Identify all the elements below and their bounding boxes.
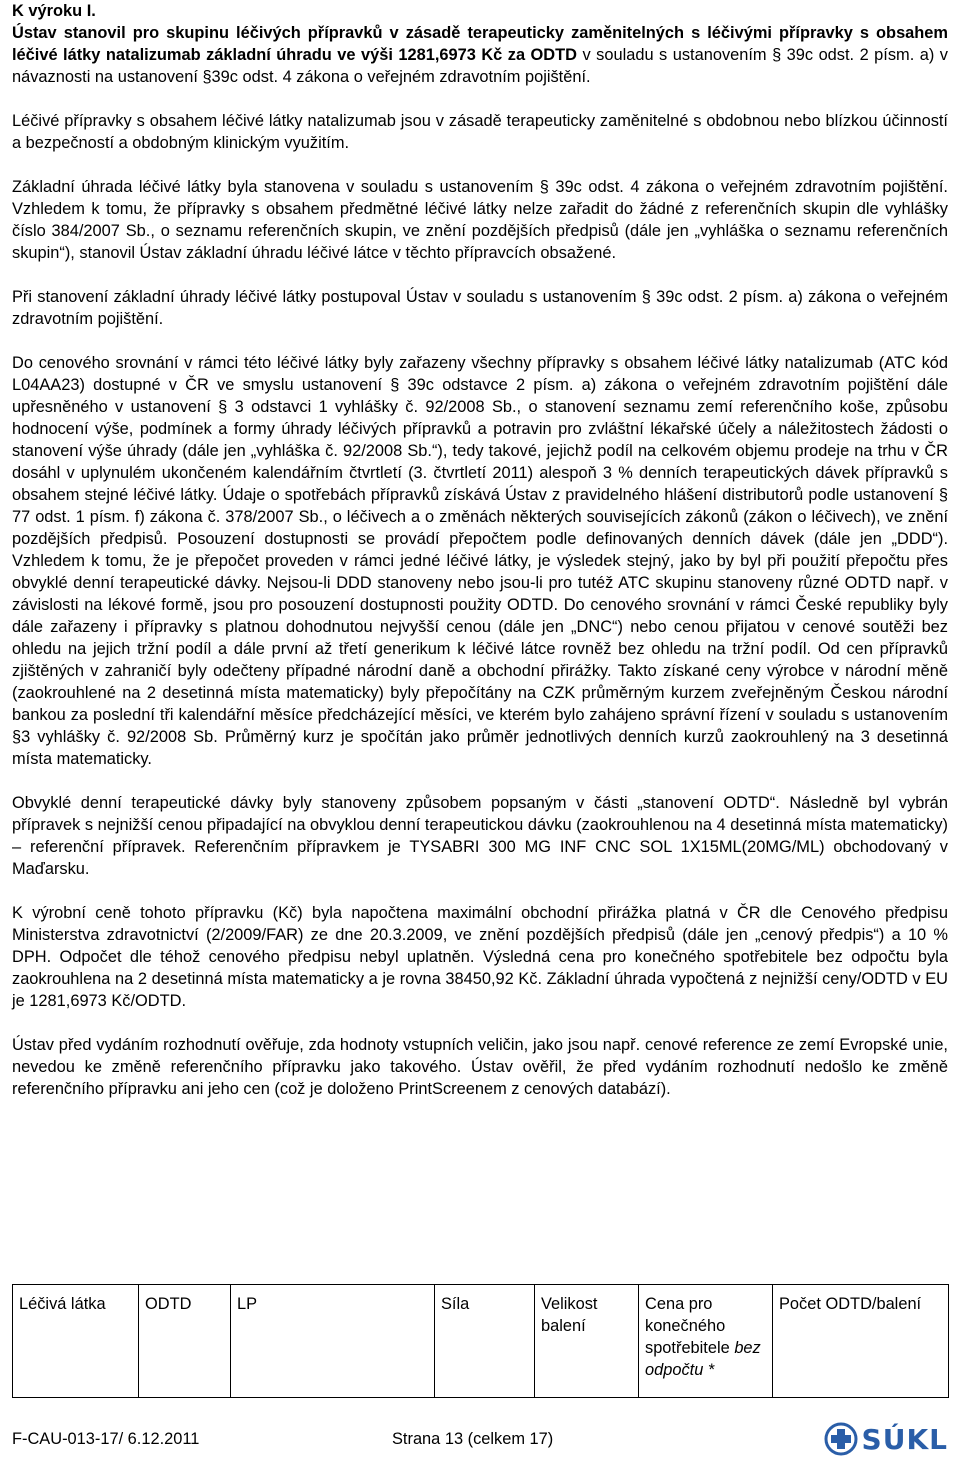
sukl-logo — [824, 1422, 948, 1456]
paragraph-verification: Ústav před vydáním rozhodnutí ověřuje, zda hodnoty vstupních veličin, jako jsou např. cenové reference ze zemí Evropské unie, nevedou ke změně referenčního přípravku jako takového. Ústav ověřil, že před vydáním rozhodnutí nedošlo ke změně referenčního přípravku ani jeho cen (což je doloženo PrintScreenem z cenových databází). — [12, 1036, 948, 1098]
table-header-row — [13, 1285, 949, 1398]
table-header-price-note: bez odpočtu * — [645, 1339, 761, 1379]
paragraph-price-comparison: Do cenového srovnání v rámci této léčivé látky byly zařazeny všechny přípravky s obsahem léčivé látky natalizumab (ATC kód L04AA23) dostupné v ČR ve smyslu ustanovení § 39c odstavce 2 písm. a) zákona o veřejném zdravotním pojištění dále upřesněného v ustanovení § 3 odstavci 1 vyhlášky č. 92/2008 Sb., o stanovení seznamu zemí referenčního koše, způsobu hodnocení výše, podmínek a formy úhrady léčivých přípravků a potravin pro zvláštní lékařské účely a náležitostech žádosti o stanovení výše úhrady (dále jen „vyhláška č. 92/2008 Sb.“), tedy takové, jejichž podíl na celkovém objemu prodeje na trhu v ČR dosáhl v uplynulém ukončeném kalendářním čtvrtletí (3. čtvrtletí 2011) alespoň 3 % denních terapeutických dávek přípravků s obsahem stejné léčivé látky. Údaje o spotřebách přípravků získává Ústav z pravidelného hlášení distributorů podle ustanovení § 77 odst. 1 písm. f) zákona č. 378/2007 Sb., o léčivech a o změnách některých souvisejících zákonů (zákon o léčivech), ve znění pozdějších předpisů. Posouzení dostupnosti se provádí přepočtem podle definovaných denních dávek (dále jen „DDD“). Vzhledem k tomu, že je přepočet proveden v rámci jedné léčivé látky, je výsledek stejný, jako by byl při použití přepočtu přes obvyklé denní terapeutické dávky. Nejsou-li DDD stanoveny nebo jsou-li pro tutéž ATC skupinu stanoveny různé ODTD např. v závislosti na lékové formě, jsou pro posouzení dostupnosti použity ODTD. Do cenového srovnání v rámci České republiky byly dále zařazeny i přípravky s platnou dohodnutou nejvyšší cenou (dále jen „DNC“) nebo cenou přijatou v cenové soutěži bez ohledu na jejich tržní podíl a dále první až třetí generikum k léčivé látce rovněž bez ohledu na tržní podíl. Od cen přípravků zjištěných v zahraničí byly odečteny případné národní daně a obchodní přirážky. Takto získané ceny výrobce v národní měně (zaokrouhlené na 2 desetinná místa matematicky) byly přepočítány na CZK průměrným kurzem zveřejněným Českou národní bankou za poslední tři kalendářní měsíce předcházející měsíci, ve kterém bylo zahájeno správní řízení v souladu s ustanovením §3 vyhlášky č. 92/2008 Sb. Průměrný kurz je spočítán jako průměr jednotlivých denních kurzů zaokrouhlený na 3 desetinná místa matematicky. — [12, 354, 948, 768]
paragraph-interchangeability: Léčivé přípravky s obsahem léčivé látky natalizumab jsou v zásadě terapeuticky zaměnitelné s obdobnou nebo blízkou účinností a bezpečností a obdobným klinickým využitím. — [12, 112, 948, 152]
table-header-pack-size: Velikost balení — [535, 1285, 639, 1398]
section-heading: K výroku I. — [12, 2, 96, 20]
table-header-lp: LP — [231, 1285, 435, 1398]
decision-statement-tail: v souladu s ustanovením § 39c odst. 2 písm. a) v návaznosti na ustanovení §39c odst. 4 zákona o veřejném zdravotním pojištění. — [12, 46, 948, 86]
table-header-substance: Léčivá látka — [13, 1285, 139, 1398]
paragraph-reference-product: Obvyklé denní terapeutické dávky byly stanoveny způsobem popsaným v části „stanovení ODTD“. Následně byl vybrán přípravek s nejnižší cenou připadající na obvyklou denní terapeutickou dávku (zaokrouhlenou na 4 desetinná místa matematicky) – referenční přípravek. Referenčním přípravkem je TYSABRI 300 MG INF CNC SOL 1X15ML(20MG/ML) obchodovaný v Maďarsku. — [12, 794, 948, 878]
form-code: F-CAU-013-17/ 6.12.2011 — [12, 1430, 200, 1448]
table-header-price — [639, 1285, 773, 1398]
table-header-strength: Síla — [435, 1285, 535, 1398]
sukl-emblem-icon — [824, 1422, 858, 1456]
table-header-price-label: Cena pro konečného spotřebitele — [645, 1295, 730, 1357]
decision-statement — [12, 22, 948, 88]
document-page — [12, 0, 948, 1379]
paragraph-procedure: Při stanovení základní úhrady léčivé látky postupoval Ústav v souladu s ustanovením § 39c odst. 2 písm. a) zákona o veřejném zdravotním pojištění. — [12, 288, 948, 328]
sukl-logo-text: SÚKL — [861, 1422, 948, 1456]
page-footer — [12, 1422, 948, 1458]
table-header-odtd: ODTD — [139, 1285, 231, 1398]
reference-table — [12, 1284, 948, 1398]
paragraph-basis: Základní úhrada léčivé látky byla stanovena v souladu s ustanovením § 39c odst. 4 zákona o veřejném zdravotním pojištění. Vzhledem k tomu, že přípravky s obsahem předmětné léčivé látky nelze zařadit do žádné z referenčních skupin dle vyhlášky číslo 384/2007 Sb., o seznamu referenčních skupin, ve znění pozdějších předpisů (dále jen „vyhláška o seznamu referenčních skupin“), stanovil Ústav základní úhradu léčivé látce v těchto přípravcích obsažené. — [12, 178, 948, 262]
page-number: Strana 13 (celkem 17) — [392, 1430, 554, 1448]
table-header-odtd-count: Počet ODTD/balení — [773, 1285, 949, 1398]
decision-statement-bold: Ústav stanovil pro skupinu léčivých přípravků v zásadě terapeuticky zaměnitelných s léčivými přípravky s obsahem léčivé látky natalizumab základní úhradu ve výši 1281,6973 Kč za ODTD — [12, 24, 948, 64]
paragraph-price-calculation: K výrobní ceně tohoto přípravku (Kč) byla napočtena maximální obchodní přirážka platná v ČR dle Cenového předpisu Ministerstva zdravotnictví (2/2009/FAR) ze dne 20.3.2009, ve znění pozdějších předpisů (dále jen „cenový předpis“) a 10 % DPH. Odpočet dle téhož cenového předpisu nebyl uplatněn. Výsledná cena pro konečného spotřebitele bez odpočtu byla zaokrouhlena na 2 desetinná místa matematicky a je rovna 38450,92 Kč. Základní úhrada vypočtená z nejnižší ceny/ODTD v EU je 1281,6973 Kč/ODTD. — [12, 904, 948, 1010]
